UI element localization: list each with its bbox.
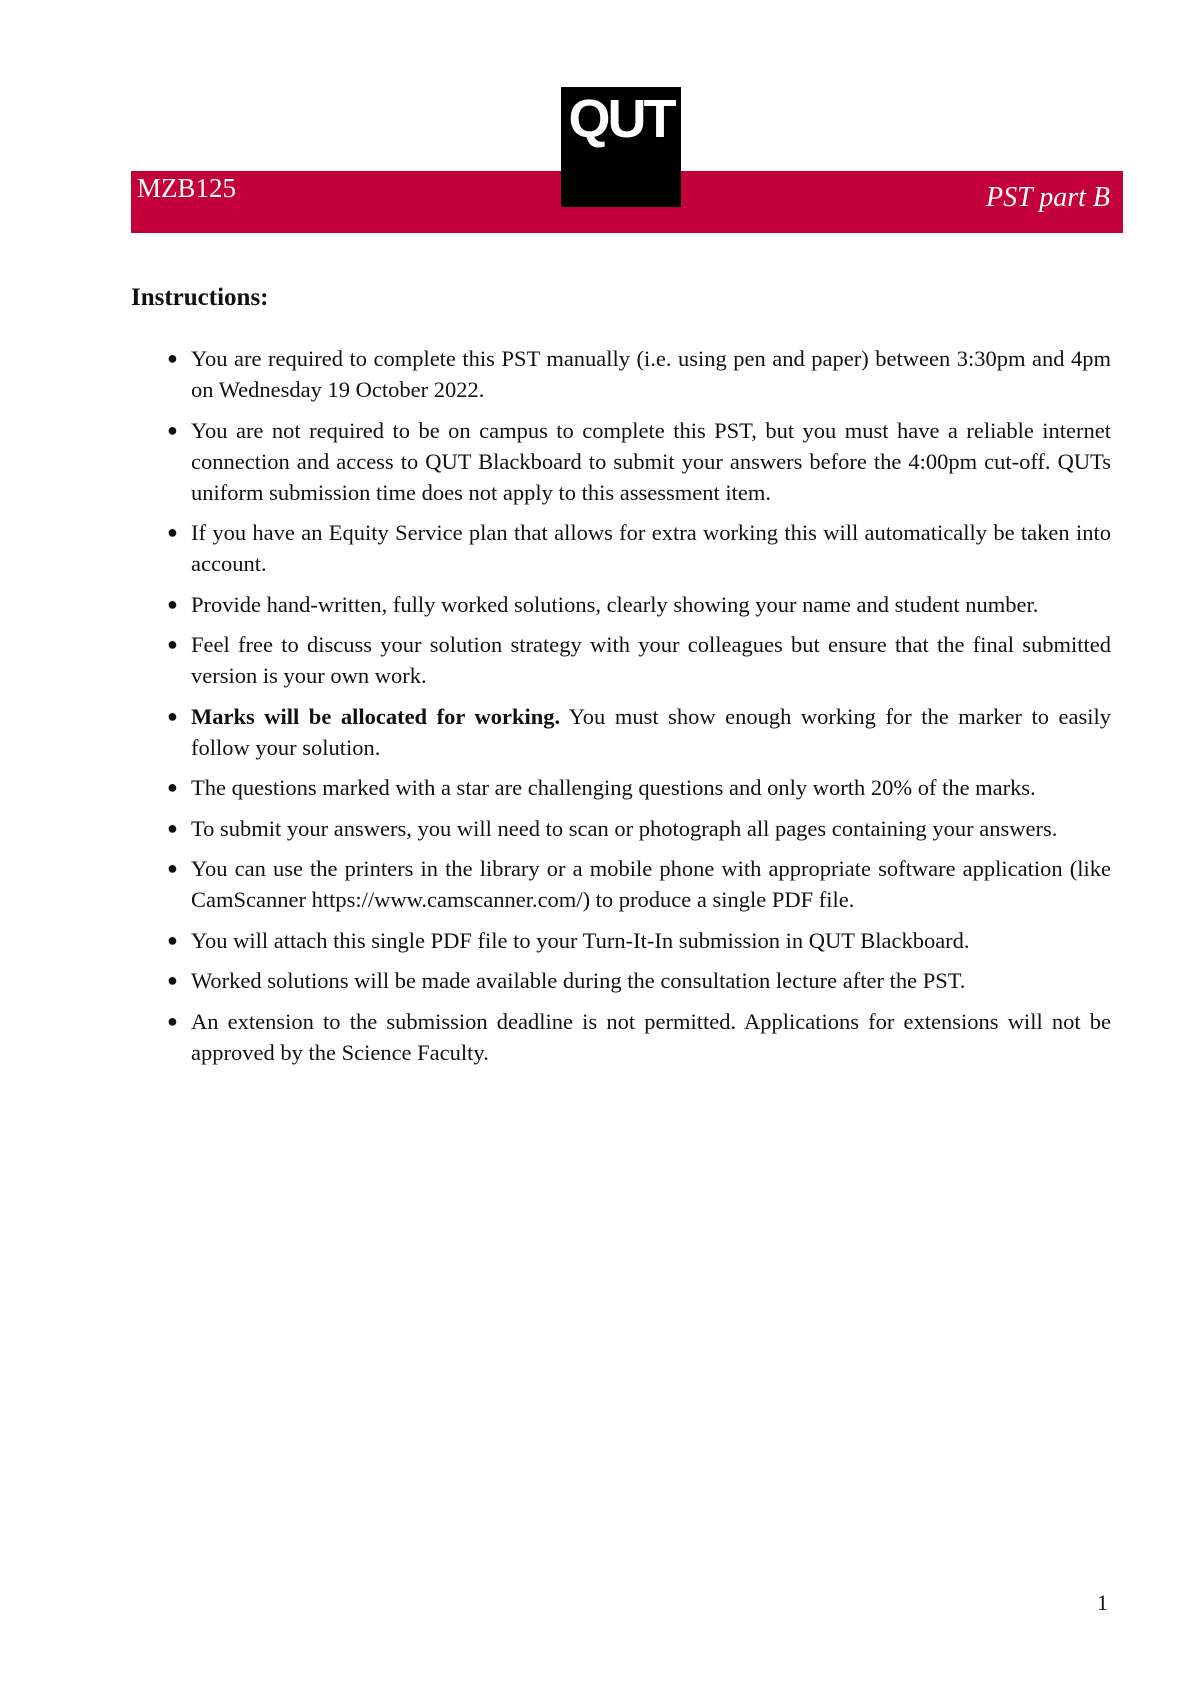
item-text: You are not required to be on campus to complete this PST, but you must have a reliable internet connection and access to QUT Blackboard to submit your answers before the 4:00pm cut-off. QUTs uniform submission time does not apply to this assessment item. [191,417,1111,505]
bullet-icon: ● [167,777,178,797]
item-text: To submit your answers, you will need to scan or photograph all pages containing your answers. [191,815,1058,841]
item-text: Provide hand-written, fully worked solutions, clearly showing your name and student number. [191,591,1039,617]
list-item [131,772,1111,803]
item-text: An extension to the submission deadline is not permitted. Applications for extensions will not be approved by the Science Faculty. [191,1008,1111,1065]
item-text: You will attach this single PDF file to your Turn-It-In submission in QUT Blackboard. [191,927,970,953]
course-code: MZB125 [137,173,237,203]
item-text: Worked solutions will be made available during the consultation lecture after the PST. [191,968,966,993]
bullet-icon: ● [167,419,178,440]
item-text: You can use the printers in the library or a mobile phone with appropriate software application (like CamScanner https://www.camscanner.com/) to produce a single PDF file. [191,856,1111,912]
page-number: 1 [1097,1590,1108,1615]
bullet-icon: ● [167,858,178,878]
list-item [131,589,1111,620]
item-text: You are required to complete this PST manually (i.e. using pen and paper) between 3:30pm and 4pm on Wednesday 19 October 2022. [191,346,1111,402]
qut-logo-text: QUT [568,89,674,149]
list-item [131,853,1111,915]
item-text: The questions marked with a star are challenging questions and only worth 20% of the marks. [191,775,1036,800]
instruction-list [131,343,1111,1077]
document-title: PST part B [986,182,1110,213]
item-text: Feel free to discuss your solution strategy with your colleagues but ensure that the final submitted version is your own work. [191,632,1111,688]
list-item [131,925,1111,956]
qut-logo [561,87,681,207]
bullet-icon: ● [167,593,178,614]
list-item [131,701,1111,763]
bullet-icon: ● [167,1010,178,1031]
bullet-icon: ● [167,929,178,950]
instructions-heading: Instructions: [131,284,269,311]
bullet-icon: ● [167,634,178,654]
list-item [131,965,1111,996]
list-item [131,629,1111,691]
item-text: You must show enough working for the marker to easily follow your solution. [191,703,1111,760]
item-lead: Marks will be allocated for working. [191,703,561,729]
list-item [131,813,1111,844]
list-item [131,343,1111,405]
list-item [131,517,1111,579]
list-item [131,415,1111,508]
bullet-icon: ● [167,348,178,368]
bullet-icon: ● [167,522,178,542]
item-text: If you have an Equity Service plan that allows for extra working this will automatically be taken into account. [191,520,1111,576]
bullet-icon: ● [167,705,178,726]
list-item [131,1006,1111,1068]
bullet-icon: ● [167,970,178,990]
bullet-icon: ● [167,817,178,838]
